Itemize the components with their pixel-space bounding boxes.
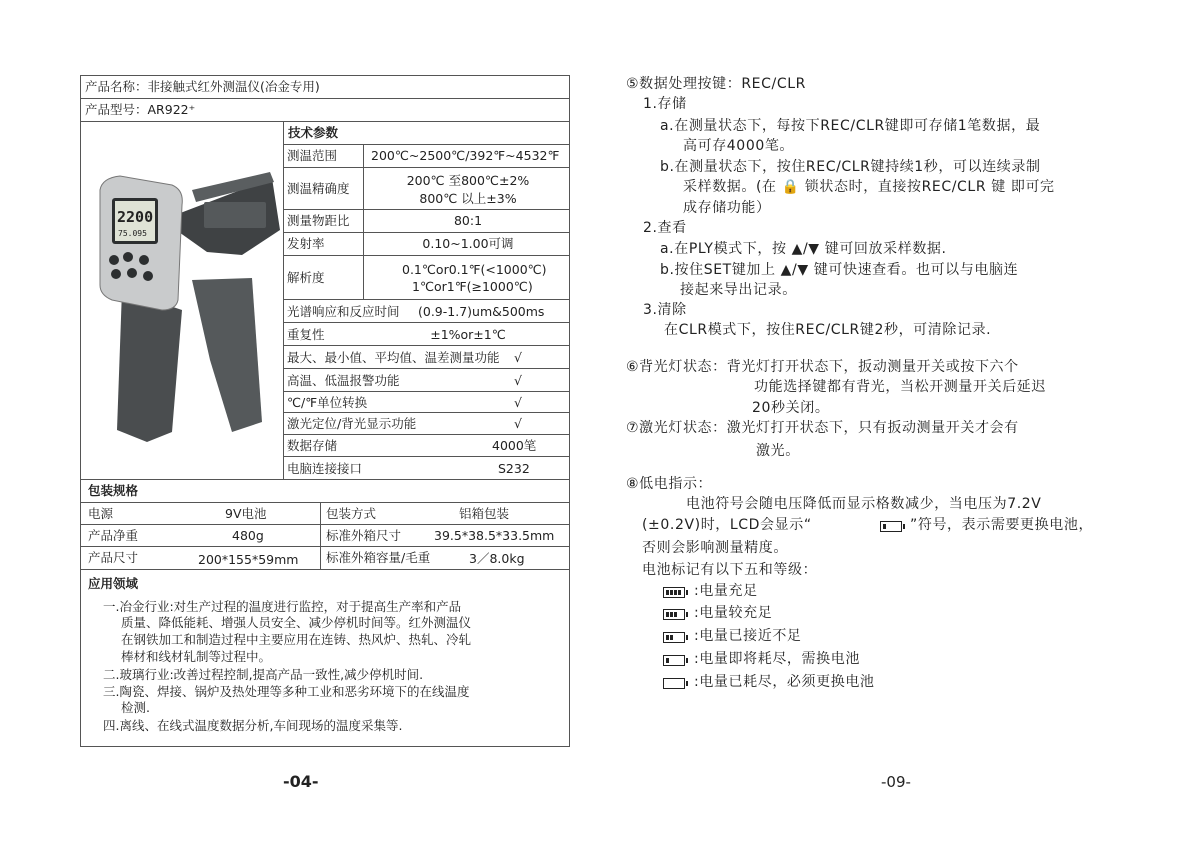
spec-label: 电脑连接接口: [287, 461, 363, 476]
row-divider: [80, 546, 570, 547]
text-line: ”符号，表示需要更换电池，: [910, 517, 1094, 533]
text-line: (±0.2V)时，LCD会显示“: [642, 517, 812, 533]
spec-check: √: [514, 350, 522, 365]
row-divider: [283, 167, 570, 168]
spec-label: ℃/℉单位转换: [287, 395, 368, 410]
spec-value: 4000笔: [492, 438, 537, 453]
spec-check: √: [514, 416, 522, 431]
application-line: 二.玻璃行业:改善过程控制,提高产品一致性,减少停机时间.: [103, 667, 424, 682]
text-line: 采样数据。(在 🔒 锁状态时，直接按REC/CLR 键 即可完: [683, 179, 1055, 195]
spec-value: ±1%or±1℃: [430, 327, 506, 342]
spec-check: √: [514, 373, 522, 388]
battery-level-text: :电量即将耗尽，需换电池: [694, 651, 860, 667]
packing-value: 200*155*59mm: [198, 552, 299, 567]
row-divider: [283, 368, 570, 369]
text-line: 电池标记有以下五和等级：: [642, 562, 818, 578]
row-divider: [80, 569, 570, 570]
spec-value: 0.10~1.00可调: [422, 236, 514, 251]
row-divider: [283, 345, 570, 346]
row-divider: [80, 479, 570, 480]
page-number-right: -09-: [881, 773, 911, 791]
thermometer-gun-image: [92, 160, 282, 450]
text-line: 电池符号会随电压降低而显示格数减少，当电压为7.2V: [686, 496, 1042, 512]
packing-label: 电源: [88, 506, 114, 521]
packing-value: 9V电池: [225, 506, 267, 521]
spec-label: 解析度: [287, 270, 325, 285]
col-divider: [320, 502, 321, 569]
row-divider: [283, 434, 570, 435]
row-divider: [283, 412, 570, 413]
text-line: ⑥背光灯状态：背光灯打开状态下，扳动测量开关或按下六个: [626, 359, 1019, 375]
row-divider: [283, 299, 570, 300]
application-line: 质量、降低能耗、增强人员安全、减少停机时间等。红外测温仪: [121, 615, 472, 630]
packing-header: 包装规格: [88, 483, 139, 498]
row-divider: [283, 232, 570, 233]
gun-button: [111, 269, 121, 279]
product-model: 产品型号：AR922⁺: [85, 102, 196, 117]
gun-button: [139, 255, 149, 265]
gun-trigger-grip: [192, 278, 262, 432]
spec-label: 激光定位/背光显示功能: [287, 416, 417, 431]
spec-value: 1℃or1℉(≥1000℃): [412, 279, 533, 294]
spec-label: 重复性: [287, 327, 325, 342]
battery-high-icon: [663, 609, 685, 620]
text-line: a.在PLY模式下，按 ▲/▼ 键可回放采样数据.: [660, 241, 947, 257]
text-line: 3.清除: [643, 302, 687, 318]
spec-label: 最大、最小值、平均值、温差测量功能: [287, 350, 500, 365]
gun-button: [127, 268, 137, 278]
battery-low-icon: [663, 655, 685, 666]
packing-value: 铝箱包装: [459, 506, 510, 521]
text-line: a.在测量状态下，每按下REC/CLR键即可存储1笔数据，最: [660, 118, 1041, 134]
spec-label: 测温范围: [287, 148, 338, 163]
spec-label: 测温精确度: [287, 181, 350, 196]
spec-label: 光谱响应和反应时间: [287, 304, 400, 319]
text-line: ⑧低电指示：: [626, 476, 713, 492]
text-line: 2.查看: [643, 220, 687, 236]
spec-label: 高温、低温报警功能: [287, 373, 400, 388]
packing-label: 产品净重: [88, 528, 139, 543]
text-line: 1.存储: [643, 96, 687, 112]
packing-label: 标准外箱尺寸: [326, 528, 402, 543]
gun-label-plate: [204, 202, 266, 228]
packing-value: 39.5*38.5*33.5mm: [434, 528, 555, 543]
product-name: 产品名称：非接触式红外测温仪(冶金专用): [85, 79, 320, 94]
text-line: 激光。: [756, 443, 800, 459]
spec-label: 发射率: [287, 236, 325, 251]
battery-level-text: :电量已接近不足: [694, 628, 802, 644]
application-line: 在钢铁加工和制造过程中主要应用在连铸、热风炉、热轧、冷轧: [121, 632, 472, 647]
text-line: 高可存4000笔。: [683, 138, 795, 154]
gun-button: [109, 255, 119, 265]
spec-label: 数据存储: [287, 438, 338, 453]
application-line: 检测.: [121, 700, 150, 715]
packing-value: 480g: [232, 528, 264, 543]
spec-value: 0.1℃or0.1℉(<1000℃): [402, 262, 547, 277]
packing-label: 标准外箱容量/毛重: [326, 550, 431, 565]
gun-handle: [117, 290, 182, 442]
battery-full-icon: [663, 587, 685, 598]
battery-level-text: :电量较充足: [694, 605, 773, 621]
text-line: ⑦激光灯状态：激光灯打开状态下，只有扳动测量开关才会有: [626, 420, 1019, 436]
row-divider: [80, 121, 570, 122]
gun-button: [143, 271, 153, 281]
application-line: 棒材和线材轧制等过程中。: [121, 649, 272, 664]
text-line: 接起来导出记录。: [680, 282, 797, 298]
text-line: 功能选择键都有背光，当松开测量开关后延迟: [754, 379, 1046, 395]
text-line: 否则会影响测量精度。: [642, 540, 788, 556]
battery-level-text: :电量充足: [694, 583, 758, 599]
application-line: 四.离线、在线式温度数据分析,车间现场的温度采集等.: [103, 718, 403, 733]
spec-value: (0.9-1.7)um&500ms: [418, 304, 545, 319]
text-line: 成存储功能）: [683, 200, 771, 216]
spec-value: 800℃ 以上±3%: [419, 191, 517, 206]
lcd-subreading: 75.095: [118, 229, 147, 238]
spec-value: 200℃ 至800℃±2%: [406, 173, 530, 188]
row-divider: [283, 144, 570, 145]
text-line: ⑤数据处理按键：REC/CLR: [626, 76, 806, 92]
packing-label: 产品尺寸: [88, 550, 139, 565]
spec-value: S232: [498, 461, 530, 476]
page-number-left: -04-: [283, 772, 319, 791]
application-line: 一.冶金行业:对生产过程的温度进行监控，对于提高生产率和产品: [103, 599, 462, 614]
text-line: b.按住SET键加上 ▲/▼ 键可快速查看。也可以与电脑连: [660, 262, 1019, 278]
col-divider: [363, 144, 364, 299]
packing-value: 3／8.0kg: [469, 551, 525, 566]
row-divider: [283, 322, 570, 323]
text-line: 20秒关闭。: [752, 400, 830, 416]
text-line: b.在测量状态下，按住REC/CLR键持续1秒，可以连续录制: [660, 159, 1041, 175]
lcd-reading: 2200: [117, 208, 154, 226]
spec-value: 80:1: [453, 213, 483, 228]
spec-value: 200℃~2500℃/392℉~4532℉: [371, 148, 560, 163]
battery-level-text: :电量已耗尽，必须更换电池: [694, 674, 875, 690]
text-line: 在CLR模式下，按住REC/CLR键2秒，可清除记录.: [664, 322, 992, 338]
battery-low-icon: [880, 521, 902, 532]
spec-check: √: [514, 395, 522, 410]
tech-params-header: 技术参数: [288, 125, 339, 140]
battery-medium-icon: [663, 632, 685, 643]
application-line: 三.陶瓷、焊接、锅炉及热处理等多种工业和恶劣环境下的在线温度: [103, 684, 470, 699]
row-divider: [80, 524, 570, 525]
row-divider: [80, 98, 570, 99]
gun-button: [123, 252, 133, 262]
application-header: 应用领域: [88, 576, 139, 591]
row-divider: [283, 456, 570, 457]
row-divider: [283, 209, 570, 210]
row-divider: [283, 391, 570, 392]
row-divider: [80, 502, 570, 503]
row-divider: [283, 255, 570, 256]
packing-label: 包装方式: [326, 506, 377, 521]
col-divider: [283, 121, 284, 479]
spec-label: 测量物距比: [287, 213, 350, 228]
battery-empty-icon: [663, 678, 685, 689]
